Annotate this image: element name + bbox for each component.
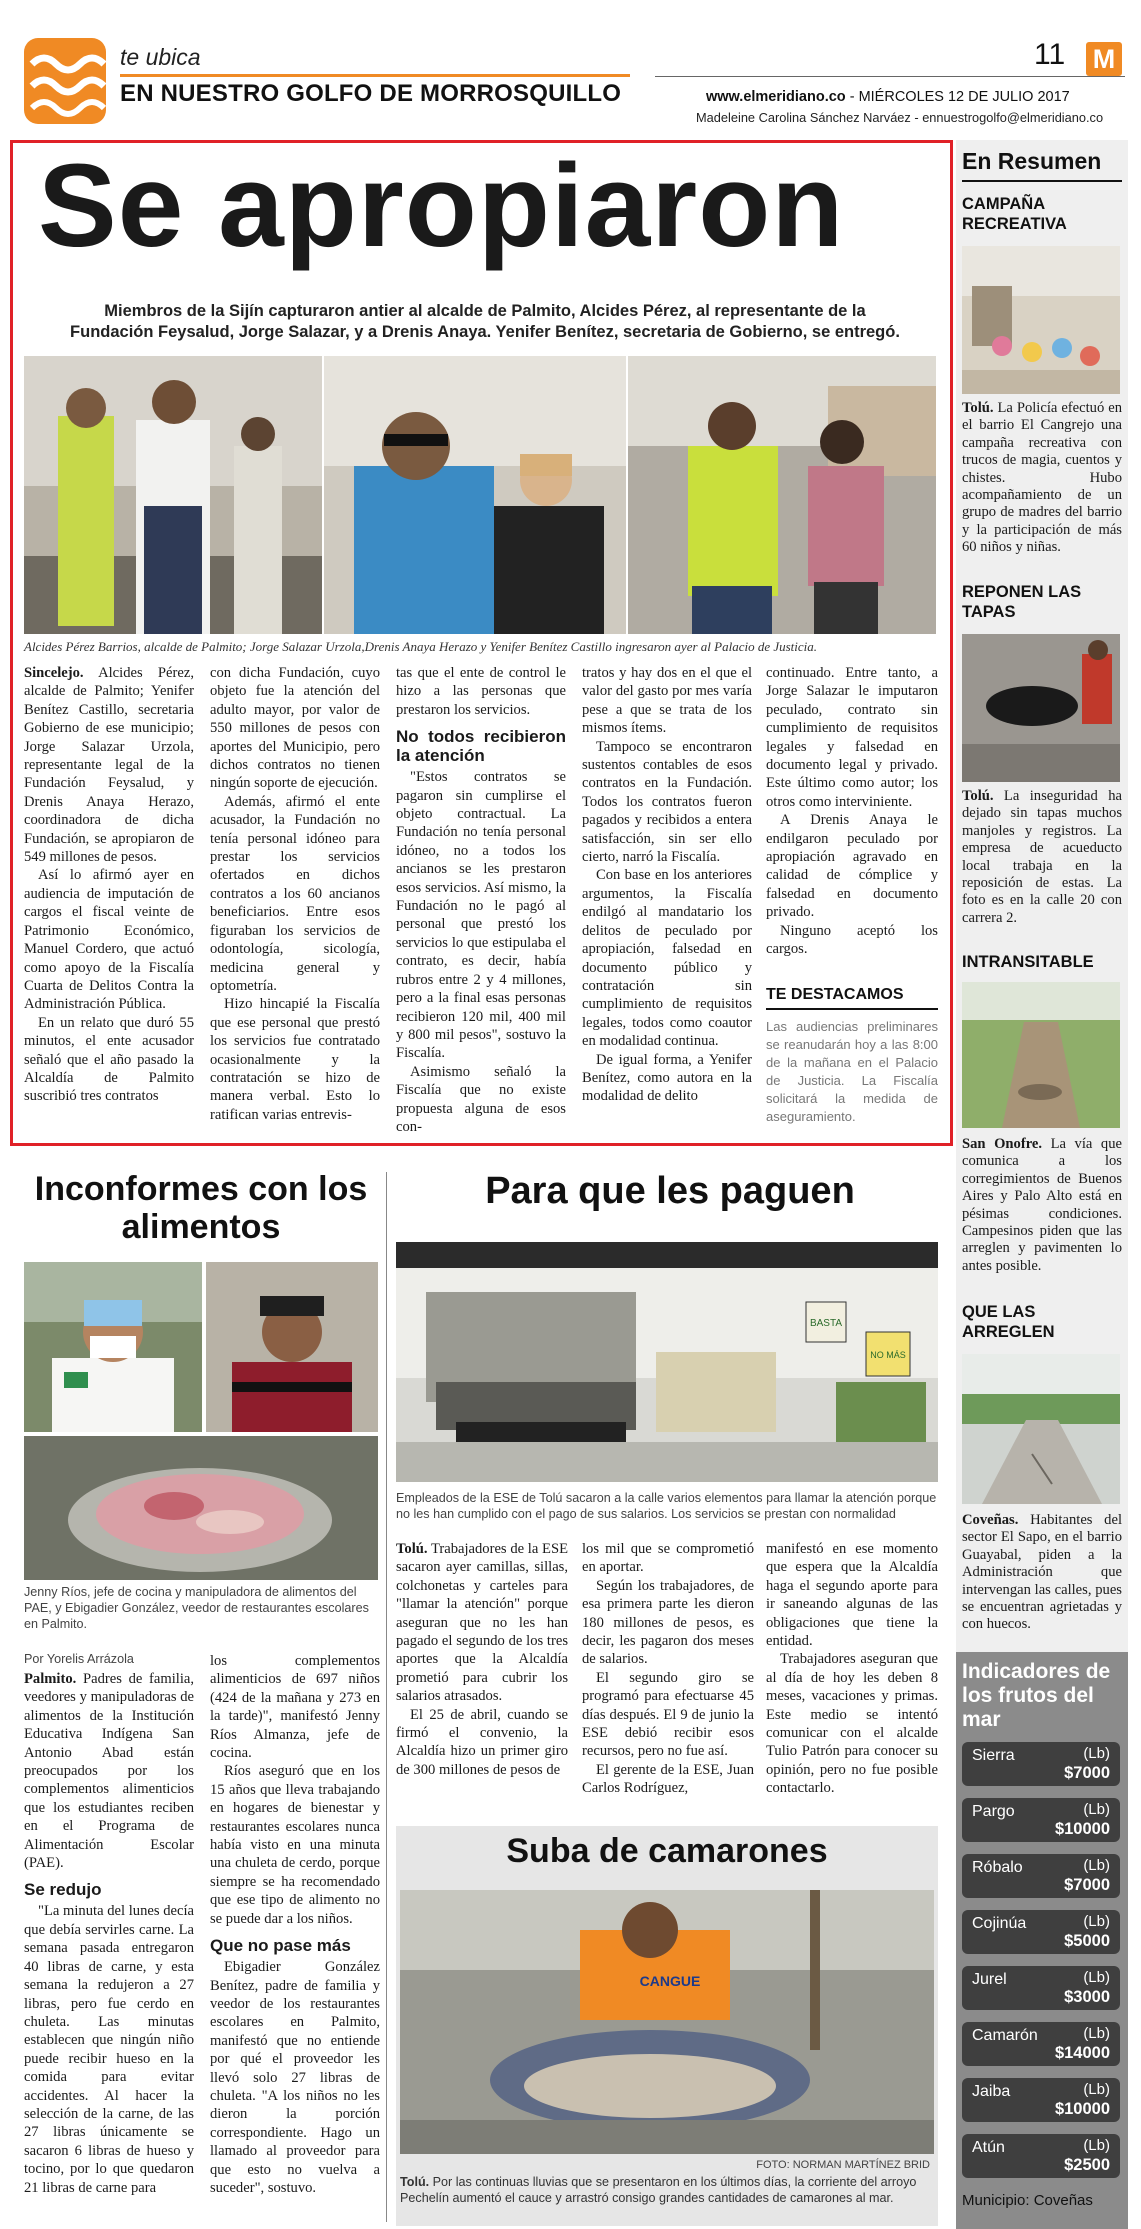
main-column-5 xyxy=(766,664,938,964)
page-header xyxy=(0,0,1141,130)
main-deck: Miembros de la Sijín capturaron antier al alcalde de Palmito, Alcides Pérez, al representante de la Fundación Feysalud, Jorge Salazar, y a Drenis Anaya. Yenifer Benítez, secretaria de Gobierno, se entregó. xyxy=(70,302,900,341)
dateline xyxy=(706,89,1070,105)
pay-caption: Empleados de la ESE de Tolú sacaron a la calle varios elementos para llamar la atención porque no les han cumplido con el pago de sus salarios. Los servicios se prestan con normalidad xyxy=(396,1491,937,1521)
sidebar-place-tapas: Tolú. xyxy=(962,788,994,804)
brand-logo xyxy=(1086,42,1122,76)
main-col4-p2: Tampoco se encontraron sustentos contables de esos contratos en la Fundación. Todos los contratos fueron pagados y recibidos a entera satisfacción, sin ser ello cierto, narró la Fiscalía. xyxy=(582,738,752,866)
photo-representative-illustration xyxy=(324,356,626,634)
photo-ebigadier xyxy=(206,1262,378,1432)
photo-tapas xyxy=(962,634,1120,782)
sidebar-text-intransitable xyxy=(962,1136,1122,1286)
main-col5-p3: Ninguno aceptó los cargos. xyxy=(766,922,938,958)
shrimp-photo-credit: FOTO: NORMAN MARTÍNEZ BRID xyxy=(756,2159,930,2171)
food-col2-p1: Ebigadier González Benítez, padre de familia y veedor de los restaurantes escolares en Palmito, manifestó que no entiende por qué el proveedor les llevó solo 27 libras de chuleta. "A los niños no les dieron la porción correspondiente. Hago un llamado al proveedor para que esto no vuelva a suceder", sostuvo. xyxy=(210,1959,380,2196)
author-line: Madeleine Carolina Sánchez Narváez - ennuestrogolfo@elmeridiano.co xyxy=(696,110,1104,125)
highlight-box xyxy=(766,986,938,1136)
sidebar-text-campana xyxy=(962,400,1122,568)
price-unit: (Lb) xyxy=(1083,1745,1110,1762)
shrimp-caption-text: Tolú. Por las continuas lluvias que se presentaron en los últimos días, la corriente del arroyo Pechelín aumentó el cauce y arrastró consigo grandes cantidades de camarones al mar. xyxy=(400,2175,917,2205)
sidebar-body-intransitable: La vía que comunica a los corregimientos de Buenos Aires y Palo Alto está en pésimas condiciones. Campesinos piden que las arreglen y pavimenten lo antes posible. xyxy=(962,1136,1122,1274)
sidebar-place-campana: Tolú. xyxy=(962,400,994,416)
photo-mayor-illustration xyxy=(24,356,322,634)
photo-arreglen xyxy=(962,1354,1120,1504)
price-name: Jurel xyxy=(972,1971,1007,1988)
price-name: Camarón xyxy=(972,2027,1038,2044)
sidebar-title-rule xyxy=(962,180,1122,182)
food-headline: Inconformes con los alimentos xyxy=(34,1170,368,1246)
price-row-robalo xyxy=(962,1854,1120,1898)
main-col1-p2: Así lo afirmó ayer en audiencia de imputación de cargos el fiscal veinte de Patrimonio Económico, Manuel Cordero, que actuó como apoyo de la Fiscalía Cuarta de Delitos Contra la Administración Pública. xyxy=(24,867,194,1013)
photo-tapas-illustration xyxy=(962,634,1120,782)
food-col1-p1: "La minuta del lunes decía que debía servirles carne. La semana pasada entregaron 40 libras de carne, y esta semana la redujeron a 27 libras, pero fue cerdo en chuleta. Las minutas establecen que ningún niño puede recibir hueso en la comida para evitar accidentes. Al hacer la selección de la carne, de las 27 libras únicamente se sacaron 6 libras de hueso y tocino, por lo que quedaron 21 libras de carne para xyxy=(24,1903,194,2196)
photo-campana-illustration xyxy=(962,246,1120,394)
highlight-title: TE DESTACAMOS xyxy=(766,986,938,1010)
food-col1-lead: Palmito. Padres de familia, veedores y manipuladoras de alimentos de la Institución Educativa Indígena San Antonio Abad están preocupados por los complementos alimenticios que los estudiantes reciben en el Programa de Alimentación Escolar (PAE). xyxy=(24,1671,194,1872)
main-col1-p3: En un relato que duró 55 minutos, el ente acusador señaló que el año pasado la Alcaldía de Palmito suscribió tres contratos xyxy=(24,1014,194,1105)
main-col2-p3: Hizo hincapié la Fiscalía que ese personal que prestó los servicios fue contratado ocasionalmente y la contratación se hizo de manera verbal. Esto lo ratifican varias entrevis- xyxy=(210,996,380,1123)
price-value: $2500 xyxy=(1064,2156,1110,2174)
price-value: $7000 xyxy=(1064,1876,1110,1894)
waves-icon xyxy=(24,38,106,124)
pay-col2-p4: El gerente de la ESE, Juan Carlos Rodríguez, xyxy=(582,1761,754,1797)
sign-basta: BASTA xyxy=(809,1318,843,1329)
main-headline: Se apropiaron xyxy=(38,140,845,272)
main-col2-p1: con dicha Fundación, cuyo objeto fue la atención del adulto mayor, por valor de 550 millones de pesos con aportes del Municipio, pero dichos contratos no tienen ningún soporte de ejecución. xyxy=(210,665,380,792)
sidebar-head-intransitable: INTRANSITABLE xyxy=(962,953,1094,971)
pay-column-2 xyxy=(582,1540,754,1820)
price-row-atun xyxy=(962,2134,1120,2178)
date: MIÉRCOLES 12 DE JULIO 2017 xyxy=(858,89,1070,105)
photo-campana xyxy=(962,246,1120,394)
main-column-1 xyxy=(24,664,194,1134)
divider-vertical xyxy=(386,1172,387,2222)
sidebar-body-arreglen: Habitantes del sector El Sapo, en el barrio Guayabal, piden a la Administración que intervengan las calles, pues se encuentran agrietadas y con huecos. xyxy=(962,1512,1122,1633)
price-unit: (Lb) xyxy=(1083,2137,1110,2154)
price-name: Sierra xyxy=(972,1747,1015,1764)
section-title: EN NUESTRO GOLFO DE MORROSQUILLO xyxy=(120,80,622,107)
photo-women xyxy=(628,356,936,634)
sidebar-place-arreglen: Coveñas. xyxy=(962,1512,1019,1528)
photo-women-illustration xyxy=(628,356,936,634)
price-value: $10000 xyxy=(1054,1820,1110,1838)
main-col5-p1: continuado. Entre tanto, a Jorge Salazar le imputaron peculado, contrato sin cumplimiento de requisitos legales y falsedad en documento legal y privado. Este último como autor; los otros como interviniente. xyxy=(766,665,938,810)
pay-col2-p1: los mil que se comprometió en aportar. xyxy=(582,1541,754,1576)
main-col4-p4: De igual forma, a Yenifer Benítez, como autora en la modalidad de delito xyxy=(582,1051,752,1105)
photo-mayor xyxy=(24,356,322,634)
pay-column-1 xyxy=(396,1540,568,1820)
sidebar-body-tapas: La inseguridad ha dejado sin tapas muchos manjoles y registros. La empresa de acueducto local trabaja en la reposición de estas. La foto es en la calle 20 con carrera 2. xyxy=(962,788,1122,926)
price-name: Jaiba xyxy=(972,2083,1011,2100)
price-unit: (Lb) xyxy=(1083,1801,1110,1818)
photo-protest xyxy=(396,1242,938,1482)
photo-jenny-illustration xyxy=(24,1262,202,1432)
pay-col3-p2: Trabajadores aseguran que al día de hoy les deben 8 meses, vacaciones y primas. Este medio se intentó comunicar con el alcalde Tulio Patrón para conocer su opinión, pero no fue posible contactarlo. xyxy=(766,1651,938,1797)
price-name: Pargo xyxy=(972,1803,1015,1820)
pay-col2-p3: El segundo giro se programó para efectuarse 45 días después. El 9 de junio la ESE debió recibir esos recursos, pero no fue así. xyxy=(582,1669,754,1760)
price-row-sierra xyxy=(962,1742,1120,1786)
sidebar-text-arreglen xyxy=(962,1512,1122,1642)
main-col4-p3: Con base en los anteriores argumentos, la Fiscalía endilgó al mandatario los delitos de peculado por apropiación, falsedad en documento público y contratación sin cumplimiento de requisitos legales, todos como coautor en modalidad continua. xyxy=(582,867,752,1050)
price-row-cojinua xyxy=(962,1910,1120,1954)
photo-jenny xyxy=(24,1262,202,1432)
price-value: $10000 xyxy=(1054,2100,1110,2118)
brand-letter: M xyxy=(1092,44,1116,74)
photo-shrimp-illustration xyxy=(400,1890,934,2154)
shirt-text: CANGUE xyxy=(639,1973,701,1989)
prices-title: Indicadores de los frutos del mar xyxy=(962,1660,1111,1731)
main-column-3 xyxy=(396,664,566,1134)
main-col3-p2: Asimismo señaló la Fiscalía que no existe propuesta alguna de esos con- xyxy=(396,1063,566,1134)
main-col3-intro: tas que el ente de control le hizo a las personas que prestaron los servicios. xyxy=(396,665,566,718)
photo-arreglen-illustration xyxy=(962,1354,1120,1504)
shrimp-headline: Suba de camarones xyxy=(506,1832,828,1870)
sidebar-head-arreglen: QUE LAS ARREGLEN xyxy=(962,1303,1055,1341)
page-number: 11 xyxy=(1034,38,1066,71)
photo-meat-illustration xyxy=(24,1436,378,1580)
prices-municipality: Municipio: Coveñas xyxy=(962,2192,1093,2209)
website: www.elmeridiano.co xyxy=(706,89,846,105)
pay-col3-p1: manifestó en ese momento que espera que la Alcaldía haga el segundo aporte para ir saneando algunas de las obligaciones que tiene la entidad. xyxy=(766,1541,938,1650)
price-value: $3000 xyxy=(1064,1988,1110,2006)
main-col2-p2: Además, afirmó el ente acusador, la Fundación no tenía personal idóneo para prestar los servicios ofertados en dichos contratos a los 60 ancianos beneficiarios. Entre esos figuraban los servicios de odontología, sicología, medicina general y optometría. xyxy=(210,793,380,994)
header-rule-right xyxy=(655,76,1125,77)
main-col5-p2: A Drenis Anaya le endilgaron peculado por apropiación agravado en calidad de cómplice y falsedad en documento privado. xyxy=(766,812,938,921)
price-unit: (Lb) xyxy=(1083,1857,1110,1874)
sidebar-head-campana: CAMPAÑA RECREATIVA xyxy=(962,195,1067,233)
main-col4-p1: tratos y hay dos en el que el valor del gasto por mes varía pese a que se trata de los mismos ítems. xyxy=(582,665,752,737)
price-row-pargo xyxy=(962,1798,1120,1842)
sign-no-mas: NO MÁS xyxy=(870,1350,906,1360)
photo-representative xyxy=(324,356,626,634)
main-column-4 xyxy=(582,664,752,1134)
pay-col2-p2: Según los trabajadores, de esa primera parte les dieron 180 millones de pesos, es decir, les pagaron dos meses de salarios. xyxy=(582,1577,754,1668)
food-col2-p2: Ríos aseguró que en los 15 años que lleva trabajando en hogares de bienestar y restaurantes escolares nunca había visto en una minuta una chuleta de cerdo, porque siempre se ha recomendado que ese tipo de alimento no se puede dar a los niños. xyxy=(210,1763,380,1927)
photo-intransitable-illustration xyxy=(962,982,1120,1128)
food-column-2 xyxy=(210,1652,380,2226)
waves-logo xyxy=(24,38,106,124)
photo-ebigadier-illustration xyxy=(206,1262,378,1432)
price-unit: (Lb) xyxy=(1083,1913,1110,1930)
date-separator: - xyxy=(845,89,859,105)
sidebar-text-tapas xyxy=(962,788,1122,938)
highlight-text: Las audiencias preliminares se reanudarán hoy a las 8:00 de la mañana en el Palacio de Justicia. La Fiscalía solicitará la medida de aseguramiento. xyxy=(766,1019,938,1124)
photo-meat xyxy=(24,1436,378,1580)
price-name: Cojinúa xyxy=(972,1915,1027,1932)
food-byline: Por Yorelis Arrázola xyxy=(24,1652,134,1666)
price-row-jurel xyxy=(962,1966,1120,2010)
sidebar-body-campana: La Policía efectuó en el barrio El Cangrejo una campaña recreativa con trucos de magia, cuentos y chistes. Hubo acompañamiento de un grupo de madres del barrio y la participación de más 60 niños y niñas. xyxy=(962,400,1122,556)
sidebar-head-tapas: REPONEN LAS TAPAS xyxy=(962,583,1082,621)
food-col2-subhead: Que no pase más xyxy=(210,1936,351,1956)
price-value: $14000 xyxy=(1054,2044,1110,2062)
pay-column-3 xyxy=(766,1540,938,1820)
food-col1-subhead: Se redujo xyxy=(24,1880,102,1900)
price-unit: (Lb) xyxy=(1083,2081,1110,2098)
main-column-2 xyxy=(210,664,380,1134)
photo-intransitable xyxy=(962,982,1120,1128)
pay-col1-p2: El 25 de abril, cuando se firmó el convenio, la Alcaldía hizo un primer giro de 300 millones de pesos de xyxy=(396,1706,568,1778)
price-unit: (Lb) xyxy=(1083,2025,1110,2042)
food-col2-lead: los complementos alimenticios de 697 niños (424 de la mañana y 273 en la tarde)", manifestó Jenny Ríos Almanza, jefe de cocina. xyxy=(210,1653,380,1762)
sidebar-title: En Resumen xyxy=(962,148,1102,174)
main-col3-p1: "Estos contratos se pagaron sin cumplirse el objeto contractual. La Fundación no tenía personal idóneo, no a todos los ancianos se les prestaron esos servicios. Así mismo, la Fundación no le pagó al personal que prestó los servicios lo que estipulaba el contrato, es decir, había rubros entre 2 y 4 millones, pero a la final esas personas recibieron 120 mil, 400 mil y 800 mil pesos", sostuvo la Fiscalía. xyxy=(396,769,566,1062)
main-photo-caption: Alcides Pérez Barrios, alcalde de Palmito; Jorge Salazar Urzola,Drenis Anaya Herazo y Yenifer Benítez Castillo ingresaron ayer al Palacio de Justicia. xyxy=(24,639,818,654)
main-col3-subhead: No todos recibieron la atención xyxy=(396,727,566,766)
sidebar-place-intransitable: San Onofre. xyxy=(962,1136,1043,1152)
shrimp-caption xyxy=(400,2174,934,2206)
price-row-camaron xyxy=(962,2022,1120,2066)
photo-shrimp xyxy=(400,1890,934,2154)
photo-protest-illustration xyxy=(396,1242,938,1482)
price-name: Róbalo xyxy=(972,1859,1023,1876)
pay-headline: Para que les paguen xyxy=(485,1170,855,1212)
price-value: $7000 xyxy=(1064,1764,1110,1782)
price-row-jaiba xyxy=(962,2078,1120,2122)
section-kicker: te ubica xyxy=(120,44,201,70)
header-rule xyxy=(120,74,630,77)
price-name: Atún xyxy=(972,2139,1005,2156)
main-col1-p1: Sincelejo. Alcides Pérez, alcalde de Palmito; Yenifer Benítez Castillo, secretaria Gobierno de ese municipio; Jorge Salazar Urzola, representante legal de la Fundación Feysalud, y Drenis Anaya Herazo, coordinadora de dicha Fundación, se apropiaron de 549 millones de pesos. xyxy=(24,665,194,866)
food-caption: Jenny Ríos, jefe de cocina y manipuladora de alimentos del PAE, y Ebigadier González, veedor de restaurantes escolares en Palmito. xyxy=(24,1585,369,1631)
price-value: $5000 xyxy=(1064,1932,1110,1950)
pay-col1-p1: Tolú. Trabajadores de la ESE sacaron ayer camillas, sillas, colchonetas y carteles para "llamar la atención" porque aseguran que no les han pagado el segundo de los tres aportes que la Alcaldía prometió para cubrir los salarios atrasados. xyxy=(396,1541,568,1705)
food-column-1 xyxy=(24,1670,194,2226)
price-unit: (Lb) xyxy=(1083,1969,1110,1986)
